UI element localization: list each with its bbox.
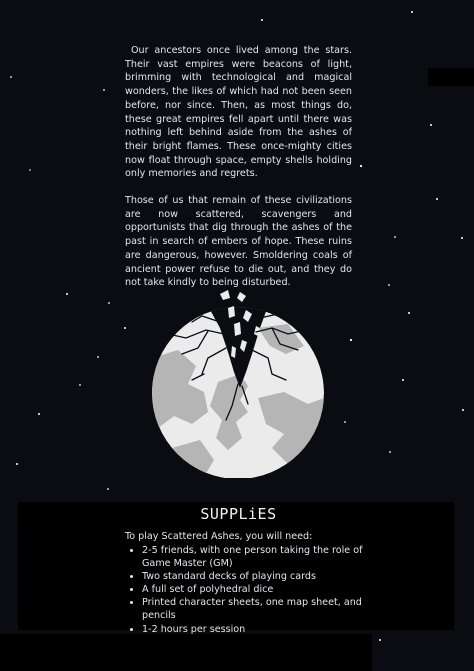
star — [29, 169, 31, 171]
dark-band-bottom — [0, 634, 372, 671]
star — [411, 11, 413, 13]
shattered-moon-illustration — [148, 288, 328, 478]
star — [402, 379, 404, 381]
intro-paragraph: Our ancestors once lived among the stars. Their vast empires were beacons of light, brimming with technological and magical wonders, the likes of which had not been seen before, nor since. Then, as most things do, these great empires fell apart until there was nothing left behind aside from the ashes of their bright flames. These once-mighty cities now float through space, empty shells holding only memories and regrets. — [125, 45, 352, 180]
star — [388, 284, 390, 286]
star — [430, 124, 432, 126]
star — [389, 451, 391, 453]
star — [103, 89, 105, 91]
star — [462, 409, 464, 411]
star — [360, 165, 362, 167]
star — [344, 421, 346, 423]
list-item: • 2-5 friends, with one person taking the role of Game Master (GM) — [142, 544, 372, 570]
star — [379, 639, 381, 641]
star — [436, 198, 438, 200]
star — [79, 384, 81, 386]
star — [66, 293, 68, 295]
intro-paragraph: Those of us that remain of these civilizations are now scattered, scavengers and opportunists that dig through the ashes of the past in search of embers of hope. These ruins are dangerous, however. Smoldering coals of ancient power refuse to die out, and they do not take kindly to being disturbed. — [125, 195, 352, 289]
dark-band-right — [428, 68, 474, 86]
star — [10, 76, 12, 78]
star — [16, 463, 18, 465]
star — [107, 488, 109, 490]
supplies-heading: SUPPLiES — [200, 505, 277, 523]
star — [124, 327, 126, 329]
star — [38, 413, 40, 415]
moon-shard — [237, 292, 246, 302]
supplies-intro-text: To play Scattered Ashes, you will need: — [125, 531, 313, 542]
star — [350, 339, 352, 341]
list-item: • A full set of polyhedral dice — [142, 583, 372, 596]
moon-shard — [234, 322, 241, 336]
star — [108, 302, 110, 304]
star — [408, 312, 410, 314]
list-item: • Two standard decks of playing cards — [142, 570, 372, 583]
moon-shard — [228, 306, 235, 318]
star — [461, 237, 463, 239]
star — [394, 236, 396, 238]
moon-shard — [220, 290, 230, 300]
list-item: • Printed character sheets, one map sheet, and pencils — [142, 596, 372, 622]
star — [97, 356, 99, 358]
star — [261, 19, 263, 21]
supplies-list — [132, 544, 372, 636]
list-item: • 1-2 hours per session — [142, 623, 372, 636]
intro-text — [125, 44, 352, 303]
